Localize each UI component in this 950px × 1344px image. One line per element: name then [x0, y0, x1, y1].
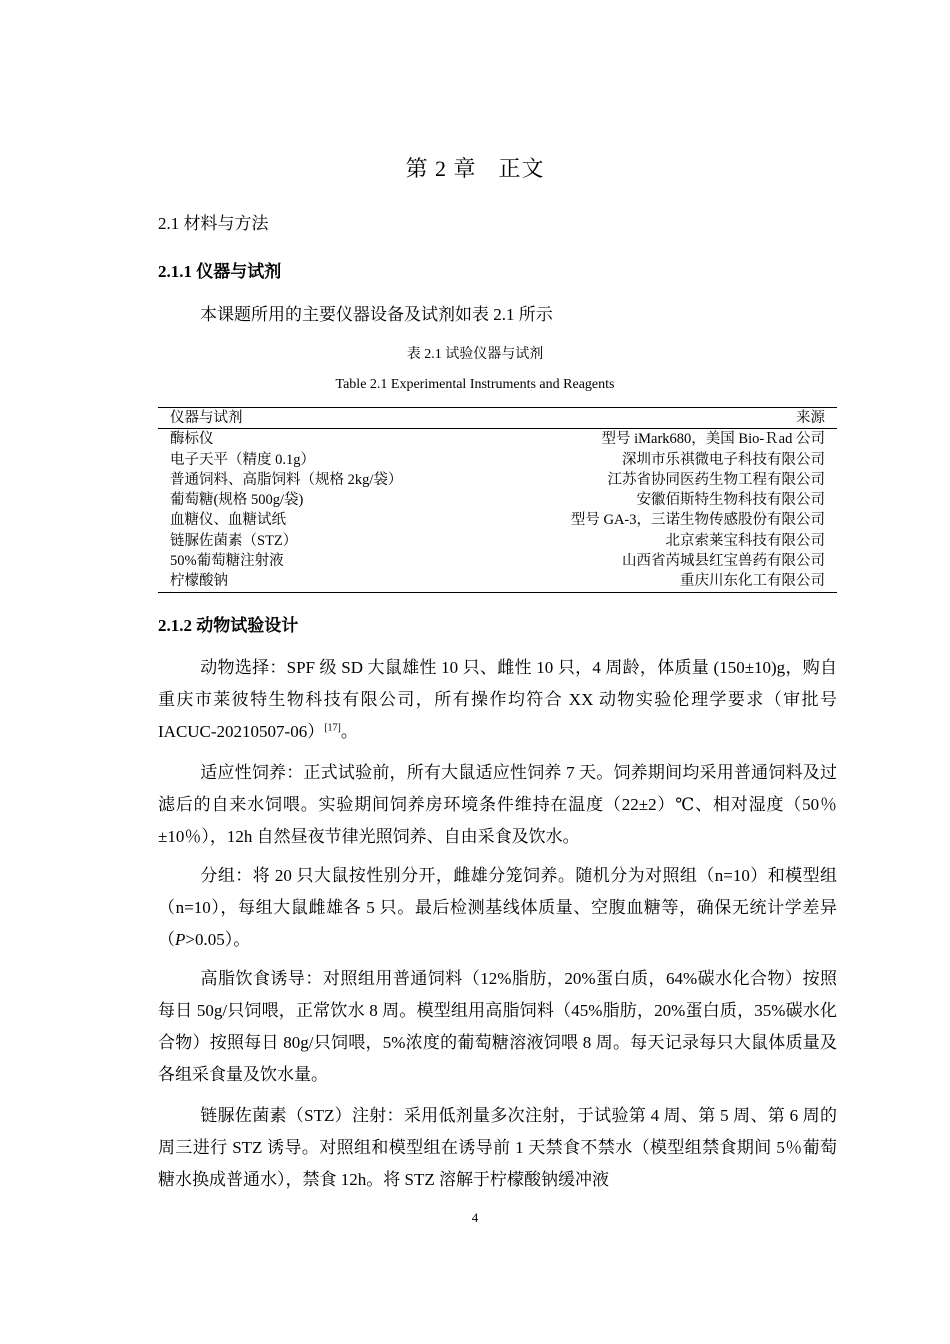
intro-text: 本课题所用的主要仪器设备及试剂如表 2.1 所示 [200, 305, 553, 324]
table-row [158, 429, 837, 450]
table-row [158, 551, 837, 571]
table-row [158, 571, 837, 592]
paragraph-grouping [158, 860, 837, 956]
cell-instrument: 普通饲料、高脂饲料（规格 2kg/袋） [170, 471, 403, 488]
cell-instrument: 葡萄糖(规格 500g/袋) [170, 492, 304, 509]
table-row [158, 510, 837, 530]
paragraph-stz-injection [158, 1100, 837, 1196]
paragraph-text: 适应性饲养：正式试验前，所有大鼠适应性饲养 7 天。饲养期间均采用普通饲料及过滤后的自来水饲喂。实验期间饲养房环境条件维持在温度（22±2）℃、相对湿度（50％±10％），12h 自然昼夜节律光照饲养、自由采食及饮水。 [158, 763, 837, 846]
table-caption-cn: 表 2.1 试验仪器与试剂 [406, 347, 544, 362]
table-row [158, 490, 837, 510]
paragraph-high-fat-diet [158, 963, 837, 1091]
paragraph-text: 分组：将 20 只大鼠按性别分开，雌雄分笼饲养。随机分为对照组（n=10）和模型组（n=10），每组大鼠雌雄各 5 只。最后检测基线体质量、空腹血糖等，确保无统计学差异（ [158, 866, 837, 949]
paragraph-end: 。 [340, 722, 358, 741]
citation-ref: [17] [324, 722, 341, 734]
table-caption-en: Table 2.1 Experimental Instruments and Reagents [335, 377, 615, 392]
cell-source: 江苏省协同医药生物工程有限公司 [607, 471, 825, 488]
cell-instrument: 50%葡萄糖注射液 [170, 553, 284, 570]
header-instrument: 仪器与试剂 [158, 408, 484, 429]
cell-instrument: 柠檬酸钠 [158, 571, 484, 592]
cell-instrument: 链脲佐菌素（STZ） [170, 532, 298, 549]
table-header-row [158, 408, 837, 429]
section-heading-2-1-1: 2.1.1 仪器与试剂 [158, 262, 282, 281]
table-row [158, 531, 837, 551]
cell-instrument: 电子天平（精度 0.1g） [170, 451, 315, 468]
cell-source: 型号 GA-3，三诺生物传感股份有限公司 [570, 512, 825, 529]
cell-instrument: 血糖仪、血糖试纸 [170, 512, 286, 529]
paragraph-text: 高脂饮食诱导：对照组用普通饲料（12%脂肪，20%蛋白质，64%碳水化合物）按照每日 50g/只饲喂，正常饮水 8 周。模型组用高脂饲料（45%脂肪，20%蛋白质，35%碳水化合物）按照每日 80g/只饲喂，5%浓度的葡萄糖溶液饲喂 8 周。每天记录每只大鼠体质量及各组采食量及饮水量。 [158, 969, 837, 1084]
cell-source: 深圳市乐祺微电子科技有限公司 [622, 451, 825, 468]
section-heading-2-1: 2.1 材料与方法 [158, 214, 269, 233]
paragraph-adaptive-feeding [158, 757, 837, 853]
cell-source: 型号 iMark680，美国 Bio-Ｒad 公司 [601, 431, 825, 448]
chapter-title [0, 152, 950, 183]
cell-source: 山西省芮城县红宝兽药有限公司 [622, 553, 825, 570]
chapter-number: 第 2 章 [405, 156, 477, 181]
section-heading-2-1-2: 2.1.2 动物试验设计 [158, 616, 299, 635]
cell-source: 安徽佰斯特生物科技有限公司 [636, 492, 825, 509]
paragraph-text: 链脲佐菌素（STZ）注射：采用低剂量多次注射，于试验第 4 周、第 5 周、第 6 周的周三进行 STZ 诱导。对照组和模型组在诱导前 1 天禁食不禁水（模型组禁食期间 5％葡萄糖水换成普通水），禁食 12h。将 STZ 溶解于柠檬酸钠缓冲液 [158, 1106, 837, 1189]
paragraph-animal-selection [158, 652, 837, 748]
cell-instrument: 酶标仪 [170, 431, 214, 448]
table-row [158, 470, 837, 490]
header-source: 来源 [484, 408, 837, 429]
paragraph-end: >0.05）。 [185, 930, 251, 949]
instruments-table [158, 407, 837, 593]
chapter-name: 正文 [498, 156, 545, 181]
p-value-symbol: P [175, 930, 186, 949]
table-row [158, 450, 837, 470]
page-number: 4 [471, 1210, 479, 1225]
cell-source: 重庆川东化工有限公司 [484, 571, 837, 592]
cell-source: 北京索莱宝科技有限公司 [665, 532, 825, 549]
paragraph-text: 动物选择：SPF 级 SD 大鼠雄性 10 只、雌性 10 只，4 周龄，体质量 (150±10)g，购自重庆市莱彼特生物科技有限公司，所有操作均符合 XX 动物实验伦理学要求（审批号 IACUC-20210507-06） [158, 658, 837, 741]
